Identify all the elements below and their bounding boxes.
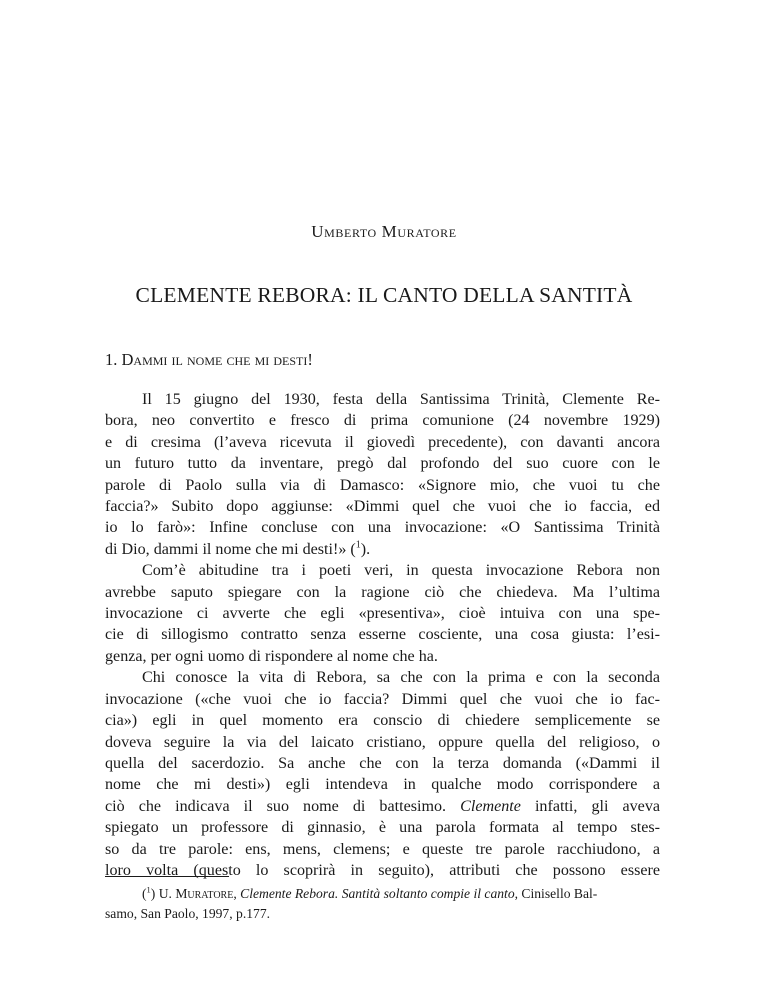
body-text	[105, 389, 660, 881]
text-line: nome che mi desti») egli intendeva in qualche modo corrispondere a	[105, 776, 660, 794]
section-title: Dammi il nome che mi desti!	[121, 350, 313, 369]
footnote-marker: 1	[146, 884, 151, 895]
text-line: loro volta (questo lo scoprirà in seguito), attributi che possono essere	[105, 861, 660, 879]
text-line: Chi conosce la vita di Rebora, sa che con la prima e con la seconda	[142, 669, 660, 687]
author-name	[0, 222, 768, 242]
footnote-line: ($^1$) U. Muratore, Clemente Rebora. Santità soltanto compie il canto, Cinisello Bal-	[142, 884, 598, 901]
text-line: avrebbe saputo spiegare con la ragione ciò che chiedeva. Ma l’ultima	[105, 583, 660, 601]
text-line: bora, neo convertito e fresco di prima comunione (24 novembre 1929)	[105, 412, 660, 430]
section-heading	[105, 350, 313, 370]
footnote-author: Muratore	[175, 886, 234, 901]
text-line: invocazione («che vuoi che io faccia? Dimmi quel che vuoi che io fac-	[105, 690, 660, 708]
text-line: doveva seguire la via del laicato cristiano, oppure quella del religioso, o	[105, 733, 660, 751]
footnote-book-title: Clemente Rebora. Santità soltanto compie il canto	[240, 886, 515, 901]
text-line: cie di sillogismo contratto senza esserne cosciente, una cosa giusta: l’esi-	[105, 626, 660, 644]
text-line: io lo farò»: Infine concluse con una invocazione: «O Santissima Trinità	[105, 519, 660, 537]
footnote-separator	[105, 876, 229, 877]
text-line: e di cresima (l’aveva ricevuta il giovedì precedente), con davanti ancora	[105, 433, 660, 451]
text-line: faccia?» Subito dopo aggiunse: «Dimmi quel che vuoi che io faccia, ed	[105, 498, 660, 516]
text-line: ciò che indicava il suo nome di battesimo. Clemente infatti, gli aveva	[105, 797, 661, 815]
italic-name: Clemente	[460, 797, 521, 815]
author-first-name: Umberto	[311, 222, 377, 241]
text-line: di Dio, dammi il nome che mi desti!» ($^1$).	[105, 539, 371, 558]
text-line: Il 15 giugno del 1930, festa della Santissima Trinità, Clemente Re-	[142, 391, 660, 408]
footnote	[105, 884, 660, 924]
article-title: CLEMENTE REBORA: IL CANTO DELLA SANTITÀ	[135, 283, 633, 307]
text-line: invocazione ci avverte che egli «presentiva», cioè intuiva con una spe-	[105, 605, 660, 623]
text-line: so da tre parole: ens, mens, clemens; e queste tre parole racchiudono, a	[105, 840, 660, 858]
text-line: Com’è abitudine tra i poeti veri, in questa invocazione Rebora non	[142, 562, 660, 580]
footnote-reference[interactable]: 1	[355, 539, 361, 551]
text-line: quella del sacerdozio. Sa anche che con la terza domanda («Dammi il	[105, 754, 660, 772]
text-line: un futuro tutto da inventare, pregò dal profondo del suo cuore con le	[105, 455, 660, 473]
author-last-name: Muratore	[381, 222, 457, 241]
section-number: 1.	[105, 350, 118, 369]
text-line: genza, per ogni uomo di rispondere al nome che ha.	[105, 647, 438, 665]
text-line: parole di Paolo sulla via di Damasco: «Signore mio, che vuoi tu che	[105, 476, 660, 494]
text-line: cia») egli in quel momento era conscio di chiedere semplicemente se	[105, 712, 660, 730]
footnote-line: samo, San Paolo, 1997, p.177.	[105, 906, 271, 921]
text-line: spiegato un professore di ginnasio, è una parola formata al tempo stes-	[105, 819, 660, 837]
